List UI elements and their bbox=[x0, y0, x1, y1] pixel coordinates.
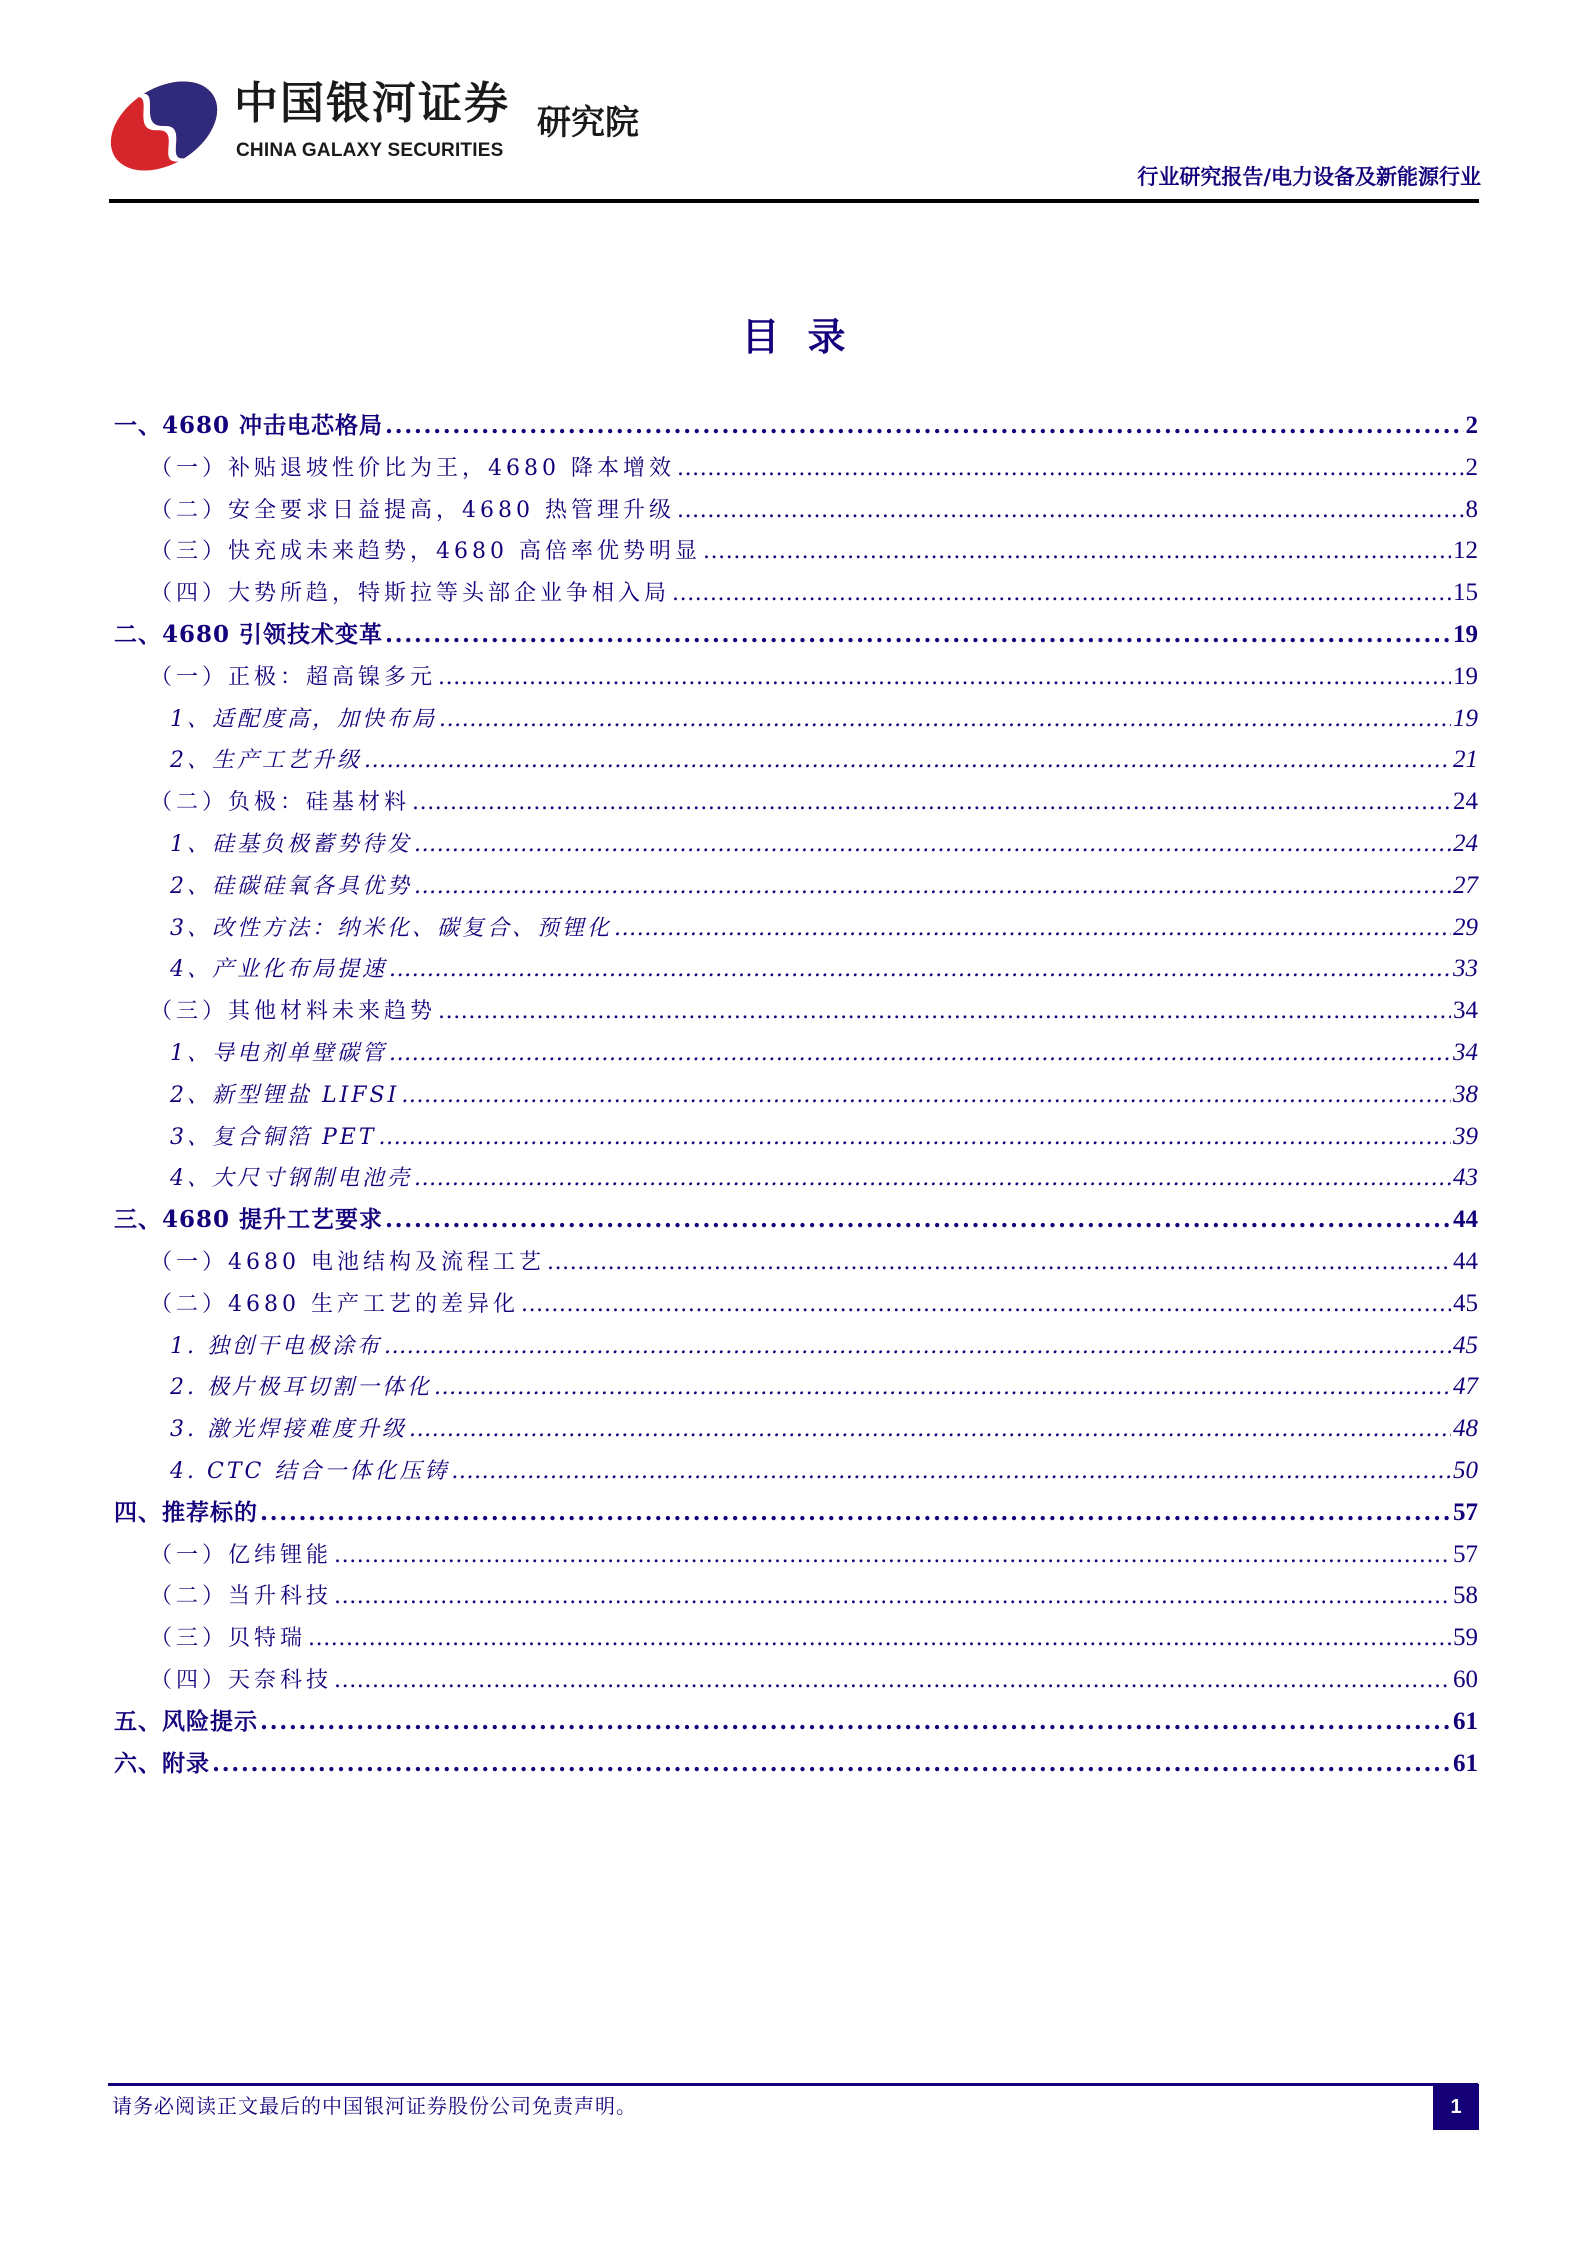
toc-entry[interactable] bbox=[114, 656, 1478, 698]
page-title: 目录 bbox=[741, 314, 874, 359]
toc-entry[interactable] bbox=[114, 1701, 1478, 1743]
toc-entry-page-number[interactable]: 61 bbox=[1453, 1707, 1478, 1735]
toc-entry-page-number[interactable]: 59 bbox=[1453, 1624, 1478, 1652]
toc-entry-label[interactable]: （三）快充成未来趋势，4680 高倍率优势明显 bbox=[150, 539, 701, 565]
toc-entry[interactable] bbox=[114, 1199, 1478, 1241]
dot-leader bbox=[385, 1199, 1451, 1241]
toc-entry[interactable] bbox=[114, 1617, 1478, 1659]
toc-entry-label[interactable]: 4、产业化布局提速 bbox=[170, 957, 387, 983]
toc-entry-label[interactable]: 4、大尺寸钢制电池壳 bbox=[170, 1166, 412, 1192]
dot-leader bbox=[672, 573, 1451, 615]
toc-entry-page-number[interactable]: 50 bbox=[1453, 1456, 1478, 1484]
toc-entry-page-number[interactable]: 44 bbox=[1453, 1206, 1478, 1234]
toc-entry-label[interactable]: 3. 激光焊接难度升级 bbox=[170, 1417, 407, 1443]
dot-leader bbox=[414, 1158, 1451, 1200]
toc-entry-page-number[interactable]: 2 bbox=[1465, 453, 1478, 481]
toc-entry-label[interactable]: （二）负极：硅基材料 bbox=[150, 790, 411, 816]
dot-leader bbox=[412, 782, 1451, 824]
dot-leader bbox=[414, 824, 1451, 866]
toc-entry-page-number[interactable]: 57 bbox=[1453, 1498, 1478, 1526]
toc-entry-page-number[interactable]: 33 bbox=[1453, 955, 1478, 983]
toc-entry[interactable] bbox=[114, 948, 1478, 990]
toc-entry-label[interactable]: 1、硅基负极蓄势待发 bbox=[170, 831, 412, 857]
dot-leader bbox=[614, 908, 1451, 950]
toc-entry-label[interactable]: （二）当升科技 bbox=[150, 1584, 333, 1610]
china-galaxy-logo-icon bbox=[106, 76, 222, 176]
dot-leader bbox=[677, 448, 1464, 490]
toc-entry-page-number[interactable]: 45 bbox=[1453, 1289, 1478, 1317]
toc-entry-label[interactable]: 2. 极片极耳切割一体化 bbox=[170, 1375, 432, 1401]
toc-entry[interactable] bbox=[114, 614, 1478, 656]
dot-leader bbox=[379, 1117, 1451, 1159]
toc-entry[interactable] bbox=[114, 489, 1478, 531]
disclaimer-note: 请务必阅读正文最后的中国银河证券股份公司免责声明。 bbox=[112, 2094, 637, 2118]
toc-entry[interactable] bbox=[114, 1492, 1478, 1534]
footer-divider bbox=[108, 2083, 1478, 2086]
toc-entry[interactable] bbox=[114, 1116, 1478, 1158]
toc-entry-label[interactable]: 2、硅碳硅氧各具优势 bbox=[170, 873, 412, 899]
dot-leader bbox=[409, 1409, 1451, 1451]
toc-entry-label[interactable]: （一）正极：超高镍多元 bbox=[150, 664, 437, 690]
toc-entry[interactable] bbox=[114, 1575, 1478, 1617]
toc-entry-page-number[interactable]: 15 bbox=[1453, 579, 1478, 607]
toc-entry-page-number[interactable]: 34 bbox=[1453, 1038, 1478, 1066]
toc-entry-label[interactable]: （三）其他材料未来趋势 bbox=[150, 999, 437, 1025]
toc-entry-page-number[interactable]: 58 bbox=[1453, 1582, 1478, 1610]
toc-entry-page-number[interactable]: 24 bbox=[1453, 829, 1478, 857]
dot-leader bbox=[334, 1660, 1451, 1702]
toc-entry-label[interactable]: 2、新型锂盐 LIFSI bbox=[170, 1082, 400, 1108]
dot-leader bbox=[334, 1576, 1451, 1618]
toc-entry[interactable] bbox=[114, 1283, 1478, 1325]
toc-entry-label[interactable]: 四、推荐标的 bbox=[114, 1498, 258, 1526]
dot-leader bbox=[439, 699, 1451, 741]
dot-leader bbox=[364, 740, 1451, 782]
dot-leader bbox=[434, 1367, 1451, 1409]
toc-entry-page-number[interactable]: 47 bbox=[1453, 1373, 1478, 1401]
toc-entry[interactable] bbox=[114, 1450, 1478, 1492]
toc-entry-label[interactable]: 六、附录 bbox=[114, 1749, 210, 1777]
toc-entry-page-number[interactable]: 48 bbox=[1453, 1415, 1478, 1443]
dot-leader bbox=[401, 1075, 1451, 1117]
toc-entry-label[interactable]: （一）补贴退坡性价比为王，4680 降本增效 bbox=[150, 455, 675, 481]
toc-entry[interactable] bbox=[114, 1743, 1478, 1785]
toc-entry[interactable] bbox=[114, 572, 1478, 614]
toc-entry-label[interactable]: （三）贝特瑞 bbox=[150, 1626, 307, 1652]
toc-entry[interactable] bbox=[114, 990, 1478, 1032]
toc-entry-label[interactable]: 1、导电剂单壁碳管 bbox=[170, 1040, 387, 1066]
dot-leader bbox=[438, 991, 1451, 1033]
toc-entry-label[interactable]: （四）天奈科技 bbox=[150, 1667, 333, 1693]
toc-entry-label[interactable]: 3、改性方法：纳米化、碳复合、预锂化 bbox=[170, 915, 612, 941]
toc-entry[interactable] bbox=[114, 1032, 1478, 1074]
dot-leader bbox=[438, 657, 1451, 699]
toc-entry[interactable] bbox=[114, 447, 1478, 489]
dot-leader bbox=[385, 405, 1463, 447]
toc-entry-page-number[interactable]: 44 bbox=[1453, 1247, 1478, 1275]
header-divider bbox=[109, 199, 1479, 203]
dot-leader bbox=[521, 1284, 1451, 1326]
toc-entry-label[interactable]: 1. 独创干电极涂布 bbox=[170, 1333, 382, 1359]
toc-entry[interactable] bbox=[114, 530, 1478, 572]
toc-entry-label[interactable]: 二、4680 引领技术变革 bbox=[114, 620, 384, 648]
brand-name-chinese: 中国银河证券 bbox=[234, 78, 510, 129]
toc-entry-page-number[interactable]: 61 bbox=[1453, 1749, 1478, 1777]
toc-entry-page-number[interactable]: 2 bbox=[1465, 412, 1478, 439]
toc-entry[interactable] bbox=[114, 1325, 1478, 1367]
toc-entry-page-number[interactable]: 57 bbox=[1453, 1540, 1478, 1568]
toc-entry-page-number[interactable]: 60 bbox=[1453, 1665, 1478, 1693]
toc-entry-page-number[interactable]: 29 bbox=[1453, 913, 1478, 941]
toc-entry[interactable] bbox=[114, 823, 1478, 865]
toc-entry[interactable] bbox=[114, 1659, 1478, 1701]
toc-entry-label[interactable]: 三、4680 提升工艺要求 bbox=[114, 1206, 384, 1234]
toc-entry-label[interactable]: 五、风险提示 bbox=[114, 1707, 258, 1735]
toc-entry-label[interactable]: 3、复合铜箔 PET bbox=[170, 1124, 377, 1150]
toc-entry[interactable] bbox=[114, 1366, 1478, 1408]
dot-leader bbox=[677, 490, 1464, 532]
toc-entry[interactable] bbox=[114, 739, 1478, 781]
toc-entry-page-number[interactable]: 39 bbox=[1453, 1122, 1478, 1150]
dot-leader bbox=[414, 866, 1451, 908]
toc-entry-label[interactable]: （四）大势所趋，特斯拉等头部企业争相入局 bbox=[150, 581, 671, 607]
toc-entry-page-number[interactable]: 45 bbox=[1453, 1331, 1478, 1359]
brand-institute: 研究院 bbox=[537, 103, 639, 143]
toc-entry-page-number[interactable]: 27 bbox=[1453, 871, 1478, 899]
report-category: 行业研究报告/电力设备及新能源行业 bbox=[1137, 164, 1481, 189]
toc-entry-page-number[interactable]: 8 bbox=[1465, 495, 1478, 523]
dot-leader bbox=[389, 949, 1451, 991]
toc-entry-page-number[interactable]: 12 bbox=[1453, 537, 1478, 565]
toc-entry[interactable] bbox=[114, 698, 1478, 740]
toc-entry[interactable] bbox=[114, 865, 1478, 907]
toc-entry-label[interactable]: （一）亿纬锂能 bbox=[150, 1542, 333, 1568]
toc-entry-page-number[interactable]: 38 bbox=[1453, 1080, 1478, 1108]
toc-entry[interactable] bbox=[114, 1074, 1478, 1116]
toc-entry-label[interactable]: （二）安全要求日益提高，4680 热管理升级 bbox=[150, 497, 675, 523]
toc-entry-label[interactable]: 1、适配度高，加快布局 bbox=[170, 706, 437, 732]
dot-leader bbox=[385, 614, 1451, 656]
toc-entry-label[interactable]: 2、生产工艺升级 bbox=[170, 748, 362, 774]
toc-entry[interactable] bbox=[114, 405, 1478, 447]
toc-entry-page-number[interactable]: 19 bbox=[1453, 620, 1478, 648]
table-of-contents bbox=[114, 405, 1478, 1784]
toc-entry-label[interactable]: 一、4680 冲击电芯格局 bbox=[114, 412, 384, 439]
dot-leader bbox=[260, 1701, 1451, 1743]
dot-leader bbox=[384, 1326, 1451, 1368]
toc-entry[interactable] bbox=[114, 907, 1478, 949]
toc-entry-page-number[interactable]: 19 bbox=[1453, 704, 1478, 732]
toc-entry-page-number[interactable]: 24 bbox=[1453, 788, 1478, 816]
toc-entry[interactable] bbox=[114, 1241, 1478, 1283]
page-number-badge: 1 bbox=[1433, 2084, 1479, 2130]
toc-entry-page-number[interactable]: 34 bbox=[1453, 997, 1478, 1025]
toc-entry[interactable] bbox=[114, 1157, 1478, 1199]
toc-entry-page-number[interactable]: 19 bbox=[1453, 662, 1478, 690]
dot-leader bbox=[451, 1451, 1451, 1493]
dot-leader bbox=[389, 1033, 1451, 1075]
dot-leader bbox=[212, 1743, 1451, 1785]
toc-entry[interactable] bbox=[114, 1408, 1478, 1450]
dot-leader bbox=[547, 1242, 1451, 1284]
toc-entry-label[interactable]: （二）4680 生产工艺的差异化 bbox=[150, 1291, 519, 1317]
dot-leader bbox=[334, 1535, 1451, 1577]
toc-entry[interactable] bbox=[114, 781, 1478, 823]
toc-entry-page-number[interactable]: 43 bbox=[1453, 1164, 1478, 1192]
dot-leader bbox=[308, 1618, 1451, 1660]
toc-entry[interactable] bbox=[114, 1534, 1478, 1576]
toc-entry-page-number[interactable]: 21 bbox=[1453, 746, 1478, 774]
dot-leader bbox=[703, 531, 1451, 573]
toc-entry-label[interactable]: 4. CTC 结合一体化压铸 bbox=[170, 1458, 450, 1484]
dot-leader bbox=[260, 1492, 1451, 1534]
brand-name-english: CHINA GALAXY SECURITIES bbox=[236, 140, 504, 161]
toc-entry-label[interactable]: （一）4680 电池结构及流程工艺 bbox=[150, 1249, 545, 1275]
